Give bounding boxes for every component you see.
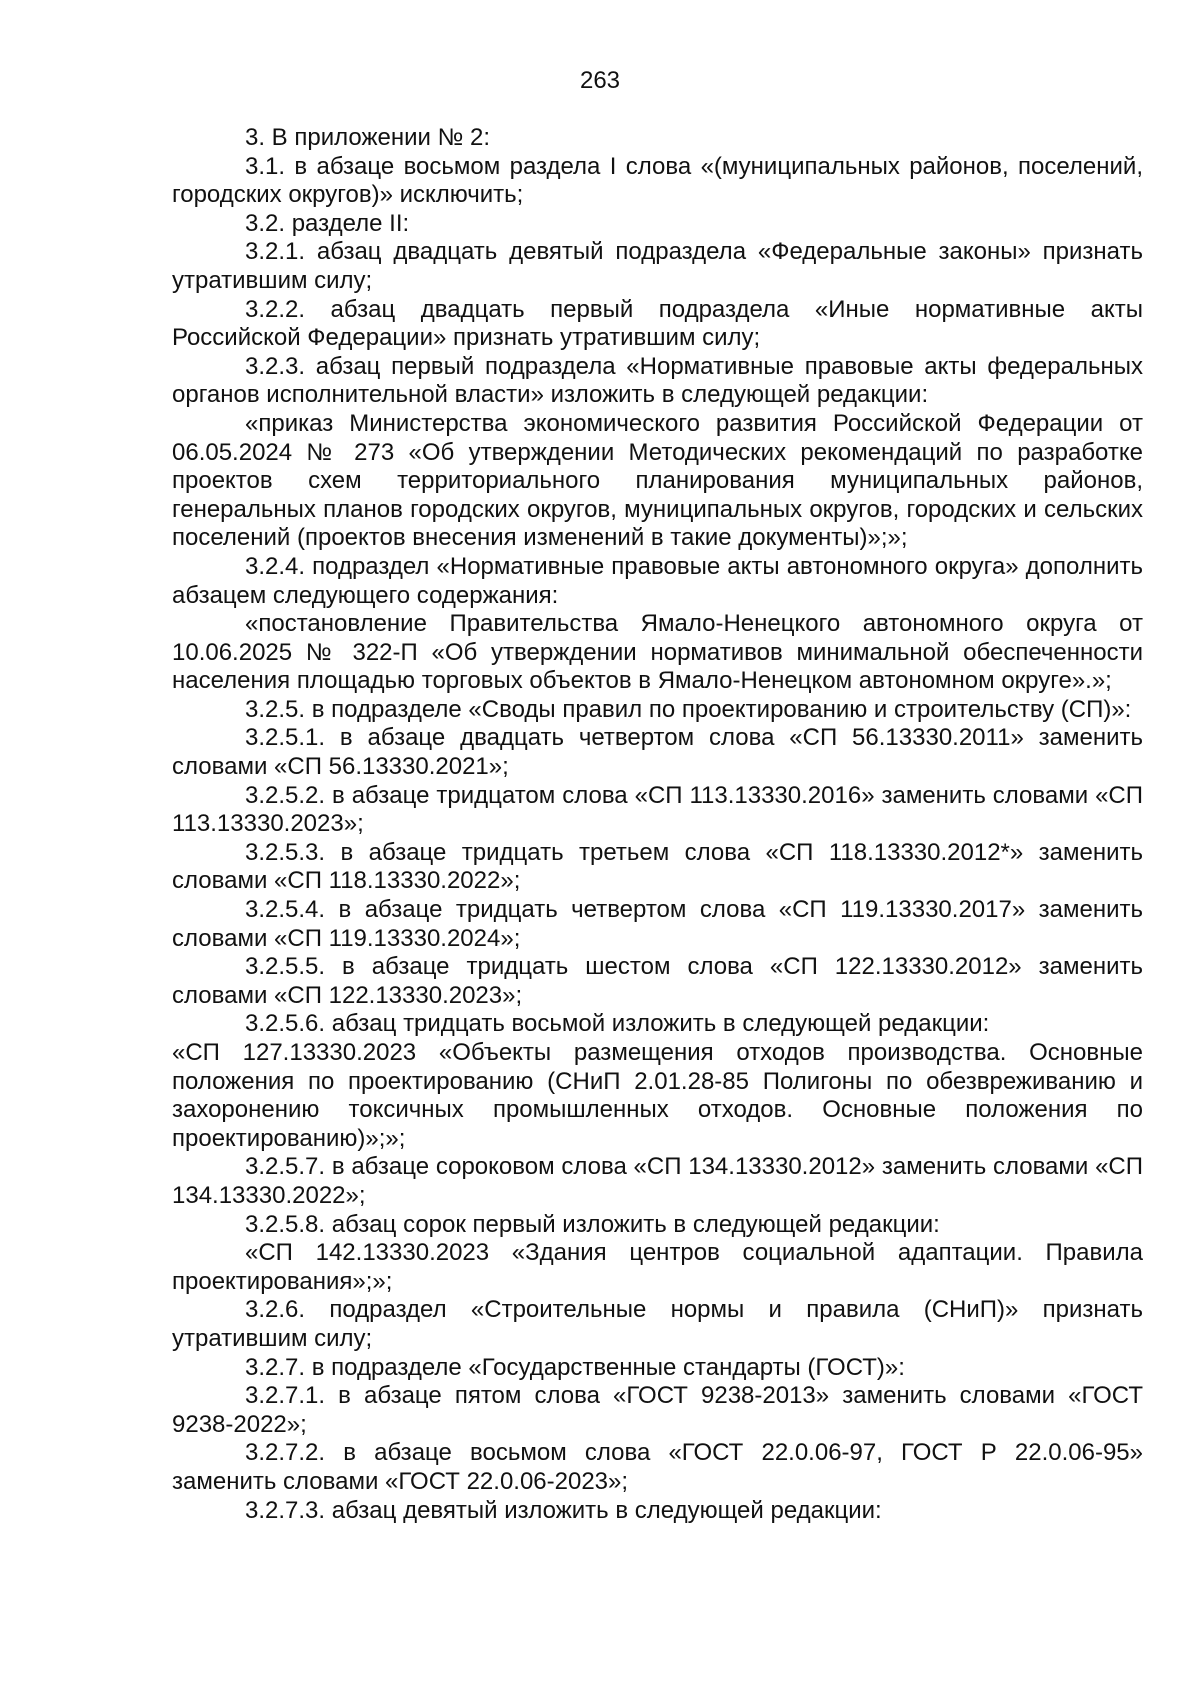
paragraph: 3.2.6. подраздел «Строительные нормы и правила (СНиП)» признать утратившим силу;: [172, 1296, 1143, 1352]
document-body: [172, 124, 1143, 1525]
paragraph: 3.2.5.8. абзац сорок первый изложить в следующей редакции:: [245, 1210, 940, 1238]
paragraph: «постановление Правительства Ямало-Ненецкого автономного округа от 10.06.2025 № 322-П «Об утверждении нормативов минимальной обеспеченности населения площадью торговых объектов в Ямало-Ненецком автономном округе».»;: [172, 610, 1143, 695]
paragraph: «приказ Министерства экономического развития Российской Федерации от 06.05.2024 № 273 «Об утверждении Методических рекомендаций по разработке проектов схем территориального планирования муниципальных районов, генеральных планов городских округов, муниципальных округов, городских и сельских поселений (проектов внесения изменений в такие документы)»;»;: [172, 409, 1143, 552]
paragraph: 3. В приложении № 2:: [245, 124, 491, 151]
paragraph: 3.2.5.6. абзац тридцать восьмой изложить в следующей редакции:: [245, 1010, 990, 1038]
paragraph: 3.2.2. абзац двадцать первый подраздела «Иные нормативные акты Российской Федерации» признать утратившим силу;: [172, 295, 1143, 352]
paragraph: 3.2.5.4. в абзаце тридцать четвертом слова «СП 119.13330.2017» заменить словами «СП 119.13330.2024»;: [172, 896, 1143, 952]
paragraph: 3.2.4. подраздел «Нормативные правовые акты автономного округа» дополнить абзацем следующего содержания:: [172, 552, 1143, 609]
paragraph: «СП 127.13330.2023 «Объекты размещения отходов производства. Основные положения по проектированию (СНиП 2.01.28-85 Полигоны по обезвреживанию и захоронению токсичных промышленных отходов. Основные положения по проектированию)»;»;: [172, 1039, 1143, 1152]
paragraph: 3.2.7.3. абзац девятый изложить в следующей редакции:: [245, 1496, 882, 1524]
paragraph: 3.2.7.2. в абзаце восьмом слова «ГОСТ 22.0.06-97, ГОСТ Р 22.0.06-95» заменить словами «ГОСТ 22.0.06-2023»;: [172, 1439, 1143, 1495]
paragraph: 3.2.5.3. в абзаце тридцать третьем слова «СП 118.13330.2012*» заменить словами «СП 118.13330.2022»;: [172, 838, 1143, 895]
paragraph: 3.1. в абзаце восьмом раздела I слова «(муниципальных районов, поселений, городских округов)» исключить;: [172, 152, 1143, 209]
paragraph: 3.2.5.1. в абзаце двадцать четвертом слова «СП 56.13330.2011» заменить словами «СП 56.13330.2021»;: [172, 724, 1143, 781]
paragraph: 3.2.5. в подразделе «Своды правил по проектированию и строительству (СП)»:: [245, 695, 1132, 723]
paragraph: 3.2.7.1. в абзаце пятом слова «ГОСТ 9238-2013» заменить словами «ГОСТ 9238-2022»;: [172, 1382, 1143, 1438]
paragraph: 3.2.3. абзац первый подраздела «Нормативные правовые акты федеральных органов исполнительной власти» изложить в следующей редакции:: [172, 352, 1143, 409]
paragraph: 3.2.5.7. в абзаце сороковом слова «СП 134.13330.2012» заменить словами «СП 134.13330.2022»;: [172, 1153, 1143, 1209]
paragraph: 3.2.5.5. в абзаце тридцать шестом слова «СП 122.13330.2012» заменить словами «СП 122.13330.2023»;: [172, 953, 1143, 1009]
paragraph: «СП 142.13330.2023 «Здания центров социальной адаптации. Правила проектирования»;»;: [172, 1239, 1143, 1295]
paragraph: 3.2. разделе II:: [245, 209, 410, 237]
paragraph: 3.2.1. абзац двадцать девятый подраздела «Федеральные законы» признать утратившим силу;: [172, 238, 1143, 294]
page-number: 263: [579, 67, 621, 94]
paragraph: 3.2.7. в подразделе «Государственные стандарты (ГОСТ)»:: [245, 1353, 905, 1381]
paragraph: 3.2.5.2. в абзаце тридцатом слова «СП 113.13330.2016» заменить словами «СП 113.13330.2023»;: [172, 781, 1143, 838]
